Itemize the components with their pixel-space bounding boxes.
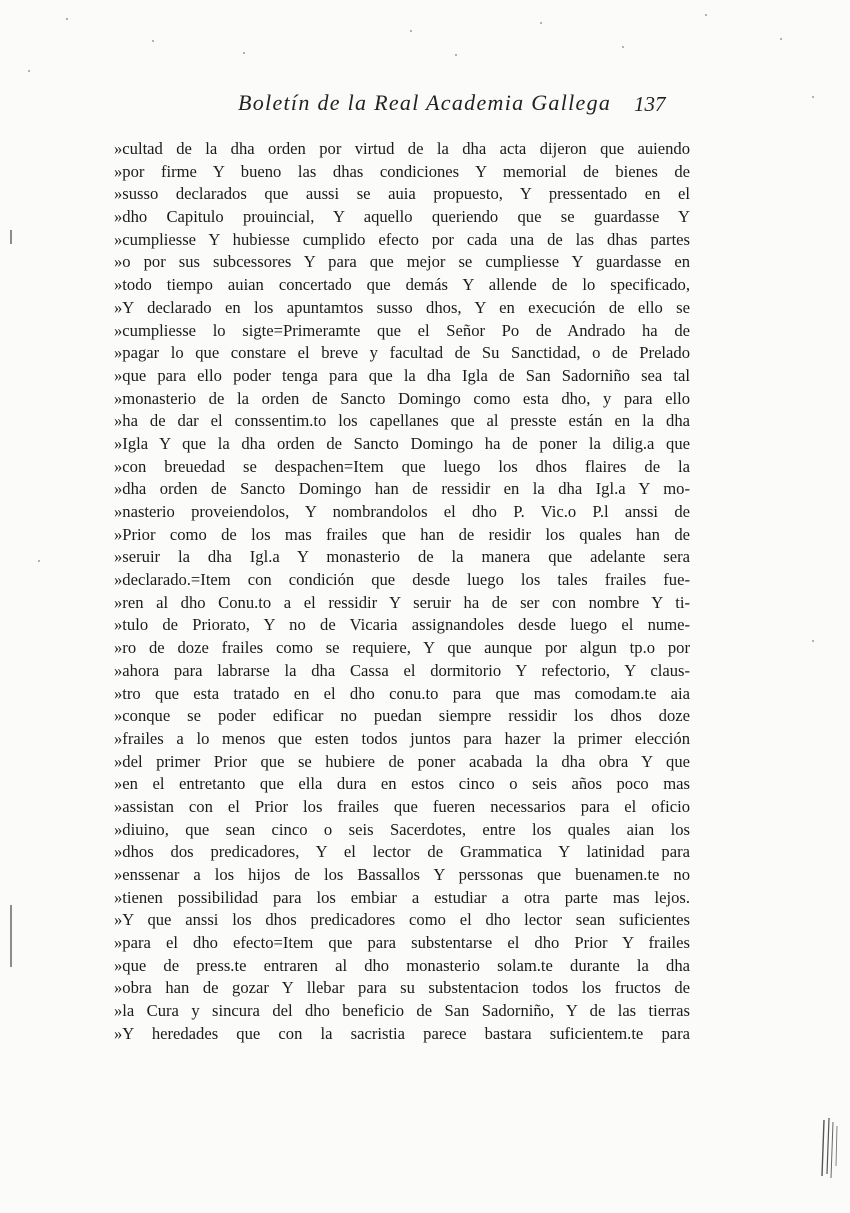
text-line: »dho Capitulo prouincial, Y aquello queriendo que se guardasse Y — [114, 207, 690, 227]
text-line: »nasterio proveiendolos, Y nombrandolos el dho P. Vic.o P.l anssi de — [114, 502, 690, 521]
scan-speck — [780, 38, 782, 40]
scan-speck — [28, 70, 30, 72]
text-line: »monasterio de la orden de Sancto Domingo como esta dho, y para ello — [114, 388, 690, 408]
scan-speck — [540, 22, 542, 24]
text-line: »Y heredades que con la sacristia parece bastara suficientem.te para — [114, 1023, 690, 1043]
text-line: »seruir la dha Igl.a Y monasterio de la manera que adelante sera — [114, 547, 690, 567]
binding-edge-marks — [820, 1118, 846, 1180]
scan-speck — [812, 96, 814, 98]
text-line: »ren al dho Conu.to a el ressidir Y seruir ha de ser con nombre Y ti- — [114, 592, 690, 612]
text-line: »que para ello poder tenga para que la dha Igla de San Sadorniño sea tal — [114, 365, 690, 385]
text-line: »declarado.=Item con condición que desde luego los tales frailes fue- — [114, 570, 690, 590]
text-line: »Igla Y que la dha orden de Sancto Domingo ha de poner la dilig.a que — [114, 433, 690, 453]
running-title: Boletín de la Real Academia Gallega — [238, 90, 612, 115]
scan-speck — [705, 14, 707, 16]
text-line: »que de press.te entraren al dho monasterio solam.te durante la dha — [114, 955, 690, 975]
text-line: »Y declarado en los apuntamtos susso dhos, Y en execución de ello se — [114, 297, 690, 317]
page-header — [0, 86, 850, 122]
gutter-mark — [10, 230, 12, 244]
text-line: »ro de doze frailes como se requiere, Y que aunque por algun tp.o por — [114, 638, 690, 658]
body-text — [114, 138, 690, 1046]
text-line: »diuino, que sean cinco o seis Sacerdotes, entre los quales aian los — [114, 819, 690, 839]
scan-speck — [622, 46, 624, 48]
text-line: »pagar lo que constare el breve y facultad de Su Sanctidad, o de Prelado — [114, 343, 690, 363]
scan-speck — [66, 18, 68, 20]
text-line: »obra han de gozar Y llebar para su substentacion todos los fructos de — [114, 978, 690, 998]
scan-speck — [455, 54, 457, 56]
text-line: »Prior como de los mas frailes que han de residir los quales han de — [114, 524, 690, 544]
text-line: »ahora para labrarse la dha Cassa el dormitorio Y refectorio, Y claus- — [114, 660, 690, 680]
text-line: »enssenar a los hijos de los Bassallos Y perssonas que buenamen.te no — [114, 865, 690, 884]
scan-speck — [38, 560, 40, 562]
text-line: »por firme Y bueno las dhas condiciones Y memorial de bienes de — [114, 161, 690, 181]
text-line: »cultad de la dha orden por virtud de la dha acta dijeron que auiendo — [114, 139, 690, 158]
text-line: »dha orden de Sancto Domingo han de ressidir en la dha Igl.a Y mo- — [114, 479, 690, 499]
text-line: »la Cura y sincura del dho beneficio de San Sadorniño, Y de las tierras — [114, 1001, 690, 1021]
text-line: »tro que esta tratado en el dho conu.to para que mas comodam.te aia — [114, 683, 690, 703]
text-line: »o por sus subcessores Y para que mejor se cumpliesse Y guardasse en — [114, 252, 690, 272]
text-line: »ha de dar el conssentim.to los capellanes que al presste están en la dha — [114, 411, 690, 431]
text-line: »con breuedad se despachen=Item que luego los dhos flaires de la — [114, 456, 690, 476]
page-number: 137 — [634, 92, 666, 116]
scan-speck — [243, 52, 245, 54]
text-line: »assistan con el Prior los frailes que fueren necessarios para el oficio — [114, 796, 690, 816]
scan-speck — [812, 640, 814, 642]
text-line: »dhos dos predicadores, Y el lector de Grammatica Y latinidad para — [114, 842, 690, 862]
scan-speck — [410, 30, 412, 32]
text-line: »para el dho efecto=Item que para substentarse el dho Prior Y frailes — [114, 933, 690, 953]
text-line: »cumpliesse Y hubiesse cumplido efecto por cada una de las dhas partes — [114, 229, 690, 249]
text-line: »todo tiempo auian concertado que demás Y allende de lo specificado, — [114, 275, 690, 295]
text-line: »en el entretanto que ella dura en estos cinco o seis años poco mas — [114, 774, 690, 794]
text-line: »del primer Prior que se hubiere de poner acabada la dha obra Y que — [114, 751, 690, 771]
gutter-mark — [10, 905, 12, 967]
text-line: »conque se poder edificar no puedan siempre ressidir los dhos doze — [114, 706, 690, 726]
text-line: »Y que anssi los dhos predicadores como el dho lector sean suficientes — [114, 910, 690, 930]
text-line: »tienen possibilidad para los embiar a estudiar a otra parte mas lejos. — [114, 887, 690, 907]
text-line: »susso declarados que aussi se auia propuesto, Y pressentado en el — [114, 184, 690, 204]
text-line: »tulo de Priorato, Y no de Vicaria assignandoles desde luego el nume- — [114, 615, 690, 635]
text-line: »frailes a lo menos que esten todos juntos para hazer la primer elección — [114, 728, 690, 748]
text-line: »cumpliesse lo sigte=Primeramte que el Señor Po de Andrado ha de — [114, 320, 690, 340]
scan-speck — [152, 40, 154, 42]
